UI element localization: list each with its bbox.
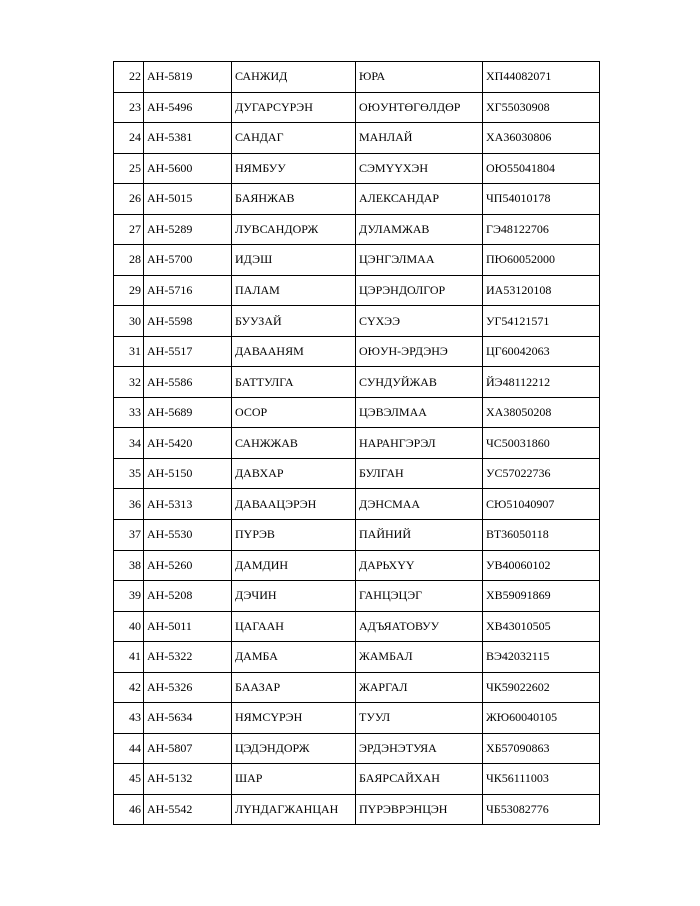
registration-number-cell: ЧС50031860	[483, 428, 600, 459]
row-number-cell: 40	[114, 611, 144, 642]
first-name-cell: ДУЛАМЖАВ	[356, 214, 483, 245]
table-row	[114, 733, 600, 764]
registration-number-cell: ЧБ53082776	[483, 794, 600, 825]
first-name-cell: СҮХЭЭ	[356, 306, 483, 337]
first-name-cell: СУНДУЙЖАВ	[356, 367, 483, 398]
row-number-cell: 46	[114, 794, 144, 825]
row-number-cell: 27	[114, 214, 144, 245]
row-number-cell: 35	[114, 458, 144, 489]
code-cell: АН-5807	[144, 733, 232, 764]
table-row	[114, 367, 600, 398]
last-name-cell: БАЯНЖАВ	[232, 184, 356, 215]
code-cell: АН-5289	[144, 214, 232, 245]
code-cell: АН-5208	[144, 581, 232, 612]
registration-number-cell: ЖЮ60040105	[483, 703, 600, 734]
row-number-cell: 39	[114, 581, 144, 612]
table-row	[114, 550, 600, 581]
first-name-cell: ЖАМБАЛ	[356, 642, 483, 673]
last-name-cell: ДУГАРСҮРЭН	[232, 92, 356, 123]
last-name-cell: САНЖИД	[232, 62, 356, 93]
last-name-cell: ДАВХАР	[232, 458, 356, 489]
code-cell: АН-5313	[144, 489, 232, 520]
last-name-cell: ДАВААЦЭРЭН	[232, 489, 356, 520]
code-cell: АН-5326	[144, 672, 232, 703]
last-name-cell: ПАЛАМ	[232, 275, 356, 306]
code-cell: АН-5150	[144, 458, 232, 489]
code-cell: АН-5260	[144, 550, 232, 581]
registry-table-body	[114, 62, 600, 825]
code-cell: АН-5598	[144, 306, 232, 337]
code-cell: АН-5132	[144, 764, 232, 795]
registration-number-cell: ВТ36050118	[483, 519, 600, 550]
row-number-cell: 29	[114, 275, 144, 306]
registration-number-cell: ЧК56111003	[483, 764, 600, 795]
registration-number-cell: ХА38050208	[483, 397, 600, 428]
first-name-cell: СЭМҮҮХЭН	[356, 153, 483, 184]
table-row	[114, 642, 600, 673]
last-name-cell: ЛҮНДАГЖАНЦАН	[232, 794, 356, 825]
registration-number-cell: УГ54121571	[483, 306, 600, 337]
first-name-cell: АЛЕКСАНДАР	[356, 184, 483, 215]
registration-number-cell: ХБ57090863	[483, 733, 600, 764]
first-name-cell: ОЮУН-ЭРДЭНЭ	[356, 336, 483, 367]
table-row	[114, 519, 600, 550]
last-name-cell: БАТТУЛГА	[232, 367, 356, 398]
row-number-cell: 23	[114, 92, 144, 123]
row-number-cell: 45	[114, 764, 144, 795]
row-number-cell: 31	[114, 336, 144, 367]
table-row	[114, 581, 600, 612]
registry-table	[113, 61, 600, 825]
first-name-cell: АДЪЯАТОВУУ	[356, 611, 483, 642]
row-number-cell: 32	[114, 367, 144, 398]
last-name-cell: ЛУВСАНДОРЖ	[232, 214, 356, 245]
last-name-cell: НЯМСҮРЭН	[232, 703, 356, 734]
registration-number-cell: ЙЭ48112212	[483, 367, 600, 398]
table-row	[114, 458, 600, 489]
registration-number-cell: ИА53120108	[483, 275, 600, 306]
code-cell: АН-5716	[144, 275, 232, 306]
table-row	[114, 153, 600, 184]
registration-number-cell: ЧК59022602	[483, 672, 600, 703]
row-number-cell: 26	[114, 184, 144, 215]
registration-number-cell: ХГ55030908	[483, 92, 600, 123]
last-name-cell: ШАР	[232, 764, 356, 795]
table-row	[114, 214, 600, 245]
last-name-cell: ДЭЧИН	[232, 581, 356, 612]
table-row	[114, 184, 600, 215]
first-name-cell: ЦЭВЭЛМАА	[356, 397, 483, 428]
last-name-cell: ДАМБА	[232, 642, 356, 673]
registration-number-cell: ХВ59091869	[483, 581, 600, 612]
last-name-cell: БААЗАР	[232, 672, 356, 703]
last-name-cell: ЦАГААН	[232, 611, 356, 642]
last-name-cell: ОСОР	[232, 397, 356, 428]
code-cell: АН-5015	[144, 184, 232, 215]
first-name-cell: ДАРЬХҮҮ	[356, 550, 483, 581]
code-cell: АН-5700	[144, 245, 232, 276]
table-row	[114, 489, 600, 520]
row-number-cell: 36	[114, 489, 144, 520]
last-name-cell: НЯМБУУ	[232, 153, 356, 184]
first-name-cell: ЖАРГАЛ	[356, 672, 483, 703]
table-row	[114, 62, 600, 93]
table-row	[114, 611, 600, 642]
first-name-cell: ПАЙНИЙ	[356, 519, 483, 550]
first-name-cell: НАРАНГЭРЭЛ	[356, 428, 483, 459]
registration-number-cell: ХА36030806	[483, 123, 600, 154]
registration-number-cell: ВЭ42032115	[483, 642, 600, 673]
first-name-cell: БУЛГАН	[356, 458, 483, 489]
last-name-cell: ДАВААНЯМ	[232, 336, 356, 367]
table-row	[114, 306, 600, 337]
code-cell: АН-5600	[144, 153, 232, 184]
table-row	[114, 92, 600, 123]
row-number-cell: 34	[114, 428, 144, 459]
first-name-cell: МАНЛАЙ	[356, 123, 483, 154]
row-number-cell: 38	[114, 550, 144, 581]
first-name-cell: ЭРДЭНЭТУЯА	[356, 733, 483, 764]
registration-number-cell: ПЮ60052000	[483, 245, 600, 276]
row-number-cell: 33	[114, 397, 144, 428]
registration-number-cell: СЮ51040907	[483, 489, 600, 520]
registration-number-cell: УВ40060102	[483, 550, 600, 581]
code-cell: АН-5420	[144, 428, 232, 459]
row-number-cell: 41	[114, 642, 144, 673]
first-name-cell: ЮРА	[356, 62, 483, 93]
row-number-cell: 24	[114, 123, 144, 154]
registration-number-cell: УС57022736	[483, 458, 600, 489]
row-number-cell: 44	[114, 733, 144, 764]
code-cell: АН-5011	[144, 611, 232, 642]
row-number-cell: 42	[114, 672, 144, 703]
last-name-cell: ЦЭДЭНДОРЖ	[232, 733, 356, 764]
row-number-cell: 25	[114, 153, 144, 184]
last-name-cell: САНЖЖАВ	[232, 428, 356, 459]
registration-number-cell: ЧП54010178	[483, 184, 600, 215]
code-cell: АН-5819	[144, 62, 232, 93]
code-cell: АН-5381	[144, 123, 232, 154]
table-row	[114, 336, 600, 367]
code-cell: АН-5517	[144, 336, 232, 367]
last-name-cell: БУУЗАЙ	[232, 306, 356, 337]
registration-number-cell: ГЭ48122706	[483, 214, 600, 245]
code-cell: АН-5689	[144, 397, 232, 428]
row-number-cell: 30	[114, 306, 144, 337]
table-row	[114, 703, 600, 734]
code-cell: АН-5586	[144, 367, 232, 398]
row-number-cell: 28	[114, 245, 144, 276]
first-name-cell: ПҮРЭВРЭНЦЭН	[356, 794, 483, 825]
first-name-cell: ГАНЦЭЦЭГ	[356, 581, 483, 612]
first-name-cell: ЦЭРЭНДОЛГОР	[356, 275, 483, 306]
code-cell: АН-5322	[144, 642, 232, 673]
table-row	[114, 397, 600, 428]
last-name-cell: ДАМДИН	[232, 550, 356, 581]
row-number-cell: 37	[114, 519, 144, 550]
last-name-cell: ПҮРЭВ	[232, 519, 356, 550]
first-name-cell: ОЮУНТӨГӨЛДӨР	[356, 92, 483, 123]
table-row	[114, 672, 600, 703]
registration-number-cell: ХП44082071	[483, 62, 600, 93]
row-number-cell: 22	[114, 62, 144, 93]
last-name-cell: ИДЭШ	[232, 245, 356, 276]
registration-number-cell: ОЮ55041804	[483, 153, 600, 184]
table-row	[114, 275, 600, 306]
code-cell: АН-5530	[144, 519, 232, 550]
table-row	[114, 123, 600, 154]
code-cell: АН-5496	[144, 92, 232, 123]
code-cell: АН-5634	[144, 703, 232, 734]
row-number-cell: 43	[114, 703, 144, 734]
first-name-cell: ТУУЛ	[356, 703, 483, 734]
table-row	[114, 245, 600, 276]
table-row	[114, 794, 600, 825]
registration-number-cell: ХВ43010505	[483, 611, 600, 642]
table-row	[114, 428, 600, 459]
first-name-cell: ЦЭНГЭЛМАА	[356, 245, 483, 276]
first-name-cell: БАЯРСАЙХАН	[356, 764, 483, 795]
last-name-cell: САНДАГ	[232, 123, 356, 154]
registration-number-cell: ЦГ60042063	[483, 336, 600, 367]
first-name-cell: ДЭНСМАА	[356, 489, 483, 520]
table-row	[114, 764, 600, 795]
code-cell: АН-5542	[144, 794, 232, 825]
